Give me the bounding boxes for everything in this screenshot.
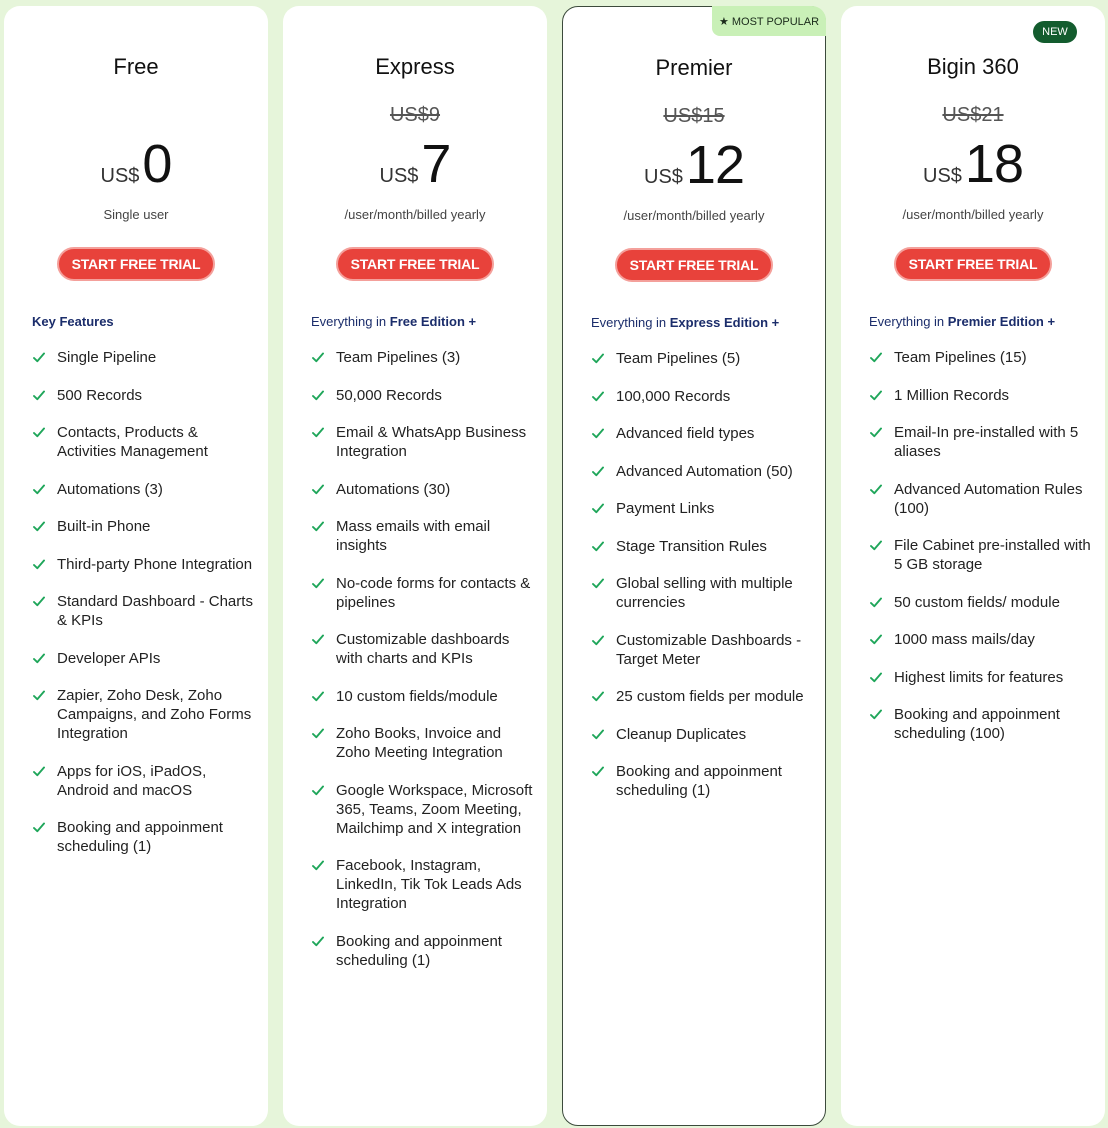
- feature-item: [32, 517, 254, 536]
- feature-text: Team Pipelines (5): [616, 350, 741, 367]
- check-icon: [33, 521, 45, 532]
- check-icon: [33, 390, 45, 401]
- currency: US$: [923, 165, 962, 187]
- feature-item: [311, 781, 533, 838]
- feature-item: [591, 462, 811, 481]
- features-heading-prefix: Everything in: [869, 314, 948, 329]
- feature-item: [311, 856, 533, 913]
- feature-item: [591, 537, 811, 556]
- feature-text: Advanced Automation (50): [616, 462, 793, 480]
- feature-item: [311, 630, 533, 668]
- features-heading-prefix: Everything in: [311, 314, 390, 329]
- old-price: US$15: [663, 105, 725, 127]
- feature-item: [32, 762, 254, 800]
- check-icon: [33, 822, 45, 833]
- check-icon: [592, 428, 604, 439]
- feature-text: Email-In pre-installed with 5 aliases: [894, 424, 1079, 460]
- features-heading-edition: Premier Edition +: [947, 314, 1056, 329]
- check-icon: [592, 578, 604, 589]
- feature-text: 10 custom fields/module: [336, 687, 498, 705]
- start-free-trial-button[interactable]: START FREE TRIAL: [894, 247, 1052, 281]
- check-icon: [870, 634, 882, 645]
- feature-text: Team Pipelines (15): [894, 349, 1027, 366]
- check-icon: [312, 936, 324, 947]
- feature-item: [32, 423, 254, 461]
- feature-item: [591, 349, 811, 368]
- check-icon: [870, 390, 882, 401]
- feature-item: [311, 423, 533, 461]
- new-badge: NEW: [1033, 21, 1077, 43]
- check-icon: [33, 352, 45, 363]
- plan-card-premier: [562, 6, 826, 1126]
- feature-item: [311, 348, 533, 367]
- feature-text: Third-party Phone Integration: [57, 555, 253, 573]
- check-icon: [592, 503, 604, 514]
- start-free-trial-button[interactable]: START FREE TRIAL: [57, 247, 215, 281]
- feature-text: Cleanup Duplicates: [616, 725, 747, 743]
- price-amount: 12: [685, 135, 744, 195]
- feature-item: [869, 705, 1091, 743]
- check-icon: [870, 427, 882, 438]
- feature-item: [591, 687, 811, 706]
- check-icon: [312, 785, 324, 796]
- feature-item: [311, 574, 533, 612]
- plan-name: Bigin 360: [927, 54, 1019, 79]
- check-icon: [33, 484, 45, 495]
- currency: US$: [100, 165, 140, 187]
- feature-text: 1000 mass mails/day: [894, 631, 1035, 648]
- feature-text: Booking and appoinment scheduling (1): [336, 932, 502, 969]
- feature-item: [591, 631, 811, 669]
- check-icon: [592, 353, 604, 364]
- currency: US$: [644, 166, 683, 188]
- feature-item: [869, 348, 1091, 367]
- feature-text: Developer APIs: [57, 649, 161, 667]
- check-icon: [33, 766, 45, 777]
- feature-item: [311, 386, 533, 405]
- plan-card-express: [283, 6, 547, 1126]
- check-icon: [312, 860, 324, 871]
- features-heading-edition: Key Features: [32, 314, 114, 329]
- features-heading-edition: Express Edition +: [669, 315, 780, 330]
- feature-item: [591, 762, 811, 800]
- start-free-trial-button[interactable]: START FREE TRIAL: [615, 248, 773, 282]
- feature-item: [591, 424, 811, 443]
- plan-name: Free: [113, 54, 159, 79]
- start-free-trial-button[interactable]: START FREE TRIAL: [336, 247, 494, 281]
- price: [283, 134, 547, 194]
- plan-card-free: [4, 6, 268, 1126]
- feature-item: [311, 687, 533, 706]
- check-icon: [312, 427, 324, 438]
- feature-text: 50 custom fields/ module: [894, 593, 1060, 611]
- feature-item: [869, 386, 1091, 405]
- check-icon: [870, 672, 882, 683]
- check-icon: [33, 596, 45, 607]
- most-popular-badge: ★ MOST POPULAR: [712, 6, 826, 36]
- check-icon: [33, 427, 45, 438]
- feature-item: [32, 818, 254, 856]
- feature-text: Automations (3): [57, 480, 163, 498]
- feature-item: [311, 517, 533, 555]
- features-heading: [591, 315, 815, 330]
- feature-text: 500 Records: [57, 386, 143, 404]
- plan-name: Premier: [655, 55, 733, 80]
- plan-card-bigin-360: [841, 6, 1105, 1126]
- feature-text: Stage Transition Rules: [616, 537, 767, 555]
- price: [841, 134, 1105, 194]
- price-amount: 7: [421, 134, 451, 194]
- check-icon: [312, 634, 324, 645]
- feature-text: Standard Dashboard - Charts & KPIs: [57, 593, 253, 629]
- features-heading: [311, 314, 537, 329]
- feature-text: Built-in Phone: [57, 518, 151, 535]
- feature-text: Booking and appoinment scheduling (1): [616, 763, 782, 799]
- feature-item: [32, 686, 254, 743]
- feature-item: [869, 480, 1091, 518]
- check-icon: [312, 578, 324, 589]
- feature-text: Global selling with multiple currencies: [616, 575, 793, 611]
- feature-text: Facebook, Instagram, LinkedIn, Tik Tok Leads Ads Integration: [336, 857, 522, 912]
- price-subtitle: /user/month/billed yearly: [344, 207, 486, 222]
- feature-list: [311, 348, 533, 988]
- feature-item: [869, 423, 1091, 461]
- check-icon: [312, 691, 324, 702]
- feature-item: [32, 480, 254, 499]
- feature-item: [869, 630, 1091, 649]
- price-subtitle: /user/month/billed yearly: [902, 207, 1044, 222]
- feature-item: [32, 592, 254, 630]
- price: [4, 134, 268, 194]
- feature-text: Zapier, Zoho Desk, Zoho Campaigns, and Zoho Forms Integration: [57, 687, 252, 742]
- feature-text: Zoho Books, Invoice and Zoho Meeting Integration: [336, 725, 503, 761]
- feature-text: Highest limits for features: [894, 668, 1064, 686]
- feature-text: Single Pipeline: [57, 349, 157, 366]
- plan-name: Express: [375, 54, 455, 79]
- feature-item: [869, 536, 1091, 574]
- feature-item: [32, 348, 254, 367]
- check-icon: [312, 484, 324, 495]
- check-icon: [592, 391, 604, 402]
- features-heading: [869, 314, 1095, 329]
- feature-item: [32, 649, 254, 668]
- check-icon: [33, 559, 45, 570]
- feature-text: File Cabinet pre-installed with 5 GB storage: [894, 537, 1091, 573]
- check-icon: [312, 521, 324, 532]
- feature-text: Google Workspace, Microsoft 365, Teams, Zoom Meeting, Mailchimp and X integration: [336, 781, 533, 837]
- feature-text: 100,000 Records: [616, 387, 731, 405]
- check-icon: [592, 466, 604, 477]
- feature-text: Booking and appoinment scheduling (1): [57, 819, 223, 855]
- feature-text: Automations (30): [336, 480, 451, 498]
- check-icon: [870, 540, 882, 551]
- check-icon: [870, 709, 882, 720]
- feature-text: 1 Million Records: [894, 386, 1010, 404]
- check-icon: [870, 484, 882, 495]
- feature-item: [311, 932, 533, 970]
- feature-item: [311, 724, 533, 762]
- feature-item: [869, 593, 1091, 612]
- feature-text: Contacts, Products & Activities Management: [57, 424, 208, 460]
- check-icon: [312, 728, 324, 739]
- feature-text: No-code forms for contacts & pipelines: [336, 574, 531, 611]
- feature-item: [32, 555, 254, 574]
- feature-text: Apps for iOS, iPadOS, Android and macOS: [57, 762, 207, 799]
- price-amount: 0: [142, 134, 172, 194]
- feature-text: Booking and appoinment scheduling (100): [894, 706, 1060, 742]
- feature-item: [591, 499, 811, 518]
- feature-item: [591, 387, 811, 406]
- old-price: US$21: [942, 104, 1004, 126]
- check-icon: [592, 691, 604, 702]
- check-icon: [592, 729, 604, 740]
- price-subtitle: /user/month/billed yearly: [623, 208, 765, 223]
- check-icon: [312, 352, 324, 363]
- price: [563, 135, 825, 195]
- feature-text: Team Pipelines (3): [336, 349, 461, 366]
- price-amount: 18: [964, 134, 1023, 194]
- check-icon: [870, 597, 882, 608]
- feature-text: Advanced field types: [616, 425, 755, 442]
- feature-item: [591, 574, 811, 612]
- feature-text: 50,000 Records: [336, 386, 442, 404]
- check-icon: [592, 766, 604, 777]
- feature-item: [591, 725, 811, 744]
- features-heading: [32, 314, 258, 329]
- feature-text: Payment Links: [616, 500, 715, 517]
- check-icon: [312, 390, 324, 401]
- feature-list: [32, 348, 254, 875]
- feature-item: [32, 386, 254, 405]
- feature-text: Customizable Dashboards - Target Meter: [616, 631, 802, 668]
- features-heading-edition: Free Edition +: [389, 314, 477, 329]
- currency: US$: [379, 165, 419, 187]
- check-icon: [33, 690, 45, 701]
- check-icon: [33, 653, 45, 664]
- features-heading-prefix: Everything in: [591, 315, 670, 330]
- feature-text: 25 custom fields per module: [616, 688, 804, 705]
- check-icon: [870, 352, 882, 363]
- price-subtitle: Single user: [103, 207, 169, 222]
- feature-text: Email & WhatsApp Business Integration: [336, 424, 527, 460]
- feature-item: [869, 668, 1091, 687]
- feature-text: Advanced Automation Rules (100): [894, 480, 1083, 517]
- feature-list: [869, 348, 1091, 762]
- feature-list: [591, 349, 811, 819]
- check-icon: [592, 635, 604, 646]
- feature-item: [311, 480, 533, 499]
- old-price: US$9: [389, 104, 441, 126]
- feature-text: Customizable dashboards with charts and KPIs: [336, 631, 510, 667]
- check-icon: [592, 541, 604, 552]
- feature-text: Mass emails with email insights: [336, 518, 491, 554]
